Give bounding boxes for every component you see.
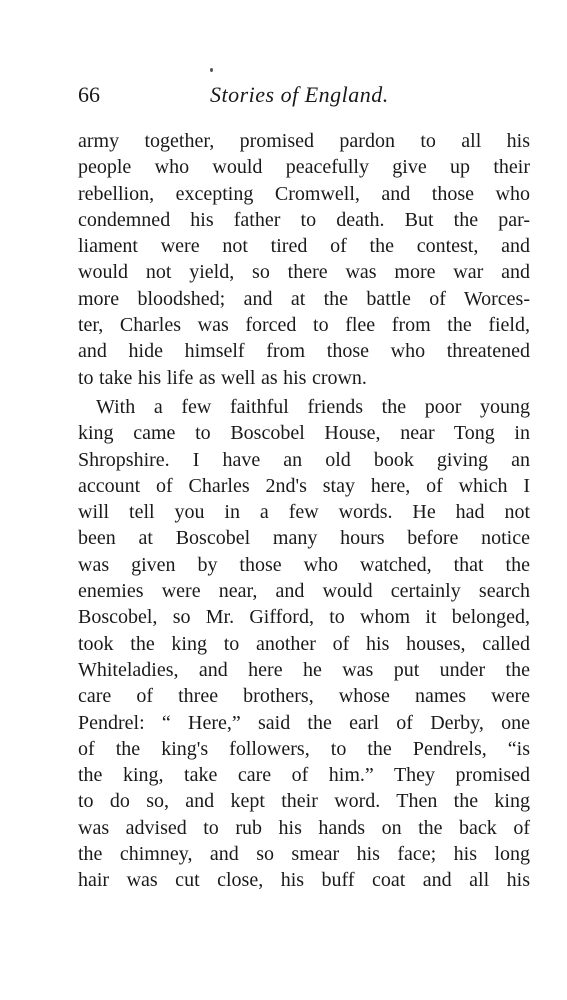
text-line: ter, Charles was forced to flee from the field, <box>78 314 530 337</box>
text-line: and hide himself from those who threatened <box>78 340 530 363</box>
running-title: Stories of England. <box>210 82 389 107</box>
text-line: army together, promised pardon to all his <box>78 130 530 152</box>
text-line: account of Charles 2nd's stay here, of which I <box>78 474 530 497</box>
text-line: the king, take care of him.” They promised <box>78 764 530 787</box>
text-line: Boscobel, so Mr. Gifford, to whom it belonged, <box>78 606 530 629</box>
text-line: Pendrel: “ Here,” said the earl of Derby, one <box>78 711 530 734</box>
text-line: With a few faithful friends the poor young <box>96 395 530 418</box>
text-line: would not yield, so there was more war and <box>78 261 530 284</box>
text-line: Shropshire. I have an old book giving an <box>78 448 530 471</box>
text-line: hair was cut close, his buff coat and all his <box>78 869 530 892</box>
text-line: will tell you in a few words. He had not <box>78 501 530 524</box>
text-line: rebellion, excepting Cromwell, and those who <box>78 182 530 205</box>
text-line: been at Boscobel many hours before notice <box>78 527 530 550</box>
text-line: to do so, and kept their word. Then the king <box>78 790 530 813</box>
text-line: enemies were near, and would certainly search <box>78 580 530 603</box>
text-line: was given by those who watched, that the <box>78 553 530 576</box>
page-header <box>78 80 518 114</box>
text-line: care of three brothers, whose names were <box>78 685 530 708</box>
text-line: took the king to another of his houses, called <box>78 632 530 655</box>
text-line: the chimney, and so smear his face; his long <box>78 843 530 866</box>
body-text <box>78 128 530 894</box>
text-line: more bloodshed; and at the battle of Worces- <box>78 287 530 310</box>
text-line: people who would peacefully give up their <box>78 156 530 179</box>
text-line: was advised to rub his hands on the back of <box>78 816 530 839</box>
ink-speck <box>210 68 213 72</box>
text-line: condemned his father to death. But the par- <box>78 208 530 231</box>
text-line: liament were not tired of the contest, and <box>78 235 530 258</box>
page-number: 66 <box>78 82 100 107</box>
text-line: to take his life as well as his crown. <box>78 366 367 389</box>
text-line: Whiteladies, and here he was put under the <box>78 658 530 681</box>
text-line: of the king's followers, to the Pendrels, “is <box>78 737 530 760</box>
text-line: king came to Boscobel House, near Tong in <box>78 422 530 445</box>
